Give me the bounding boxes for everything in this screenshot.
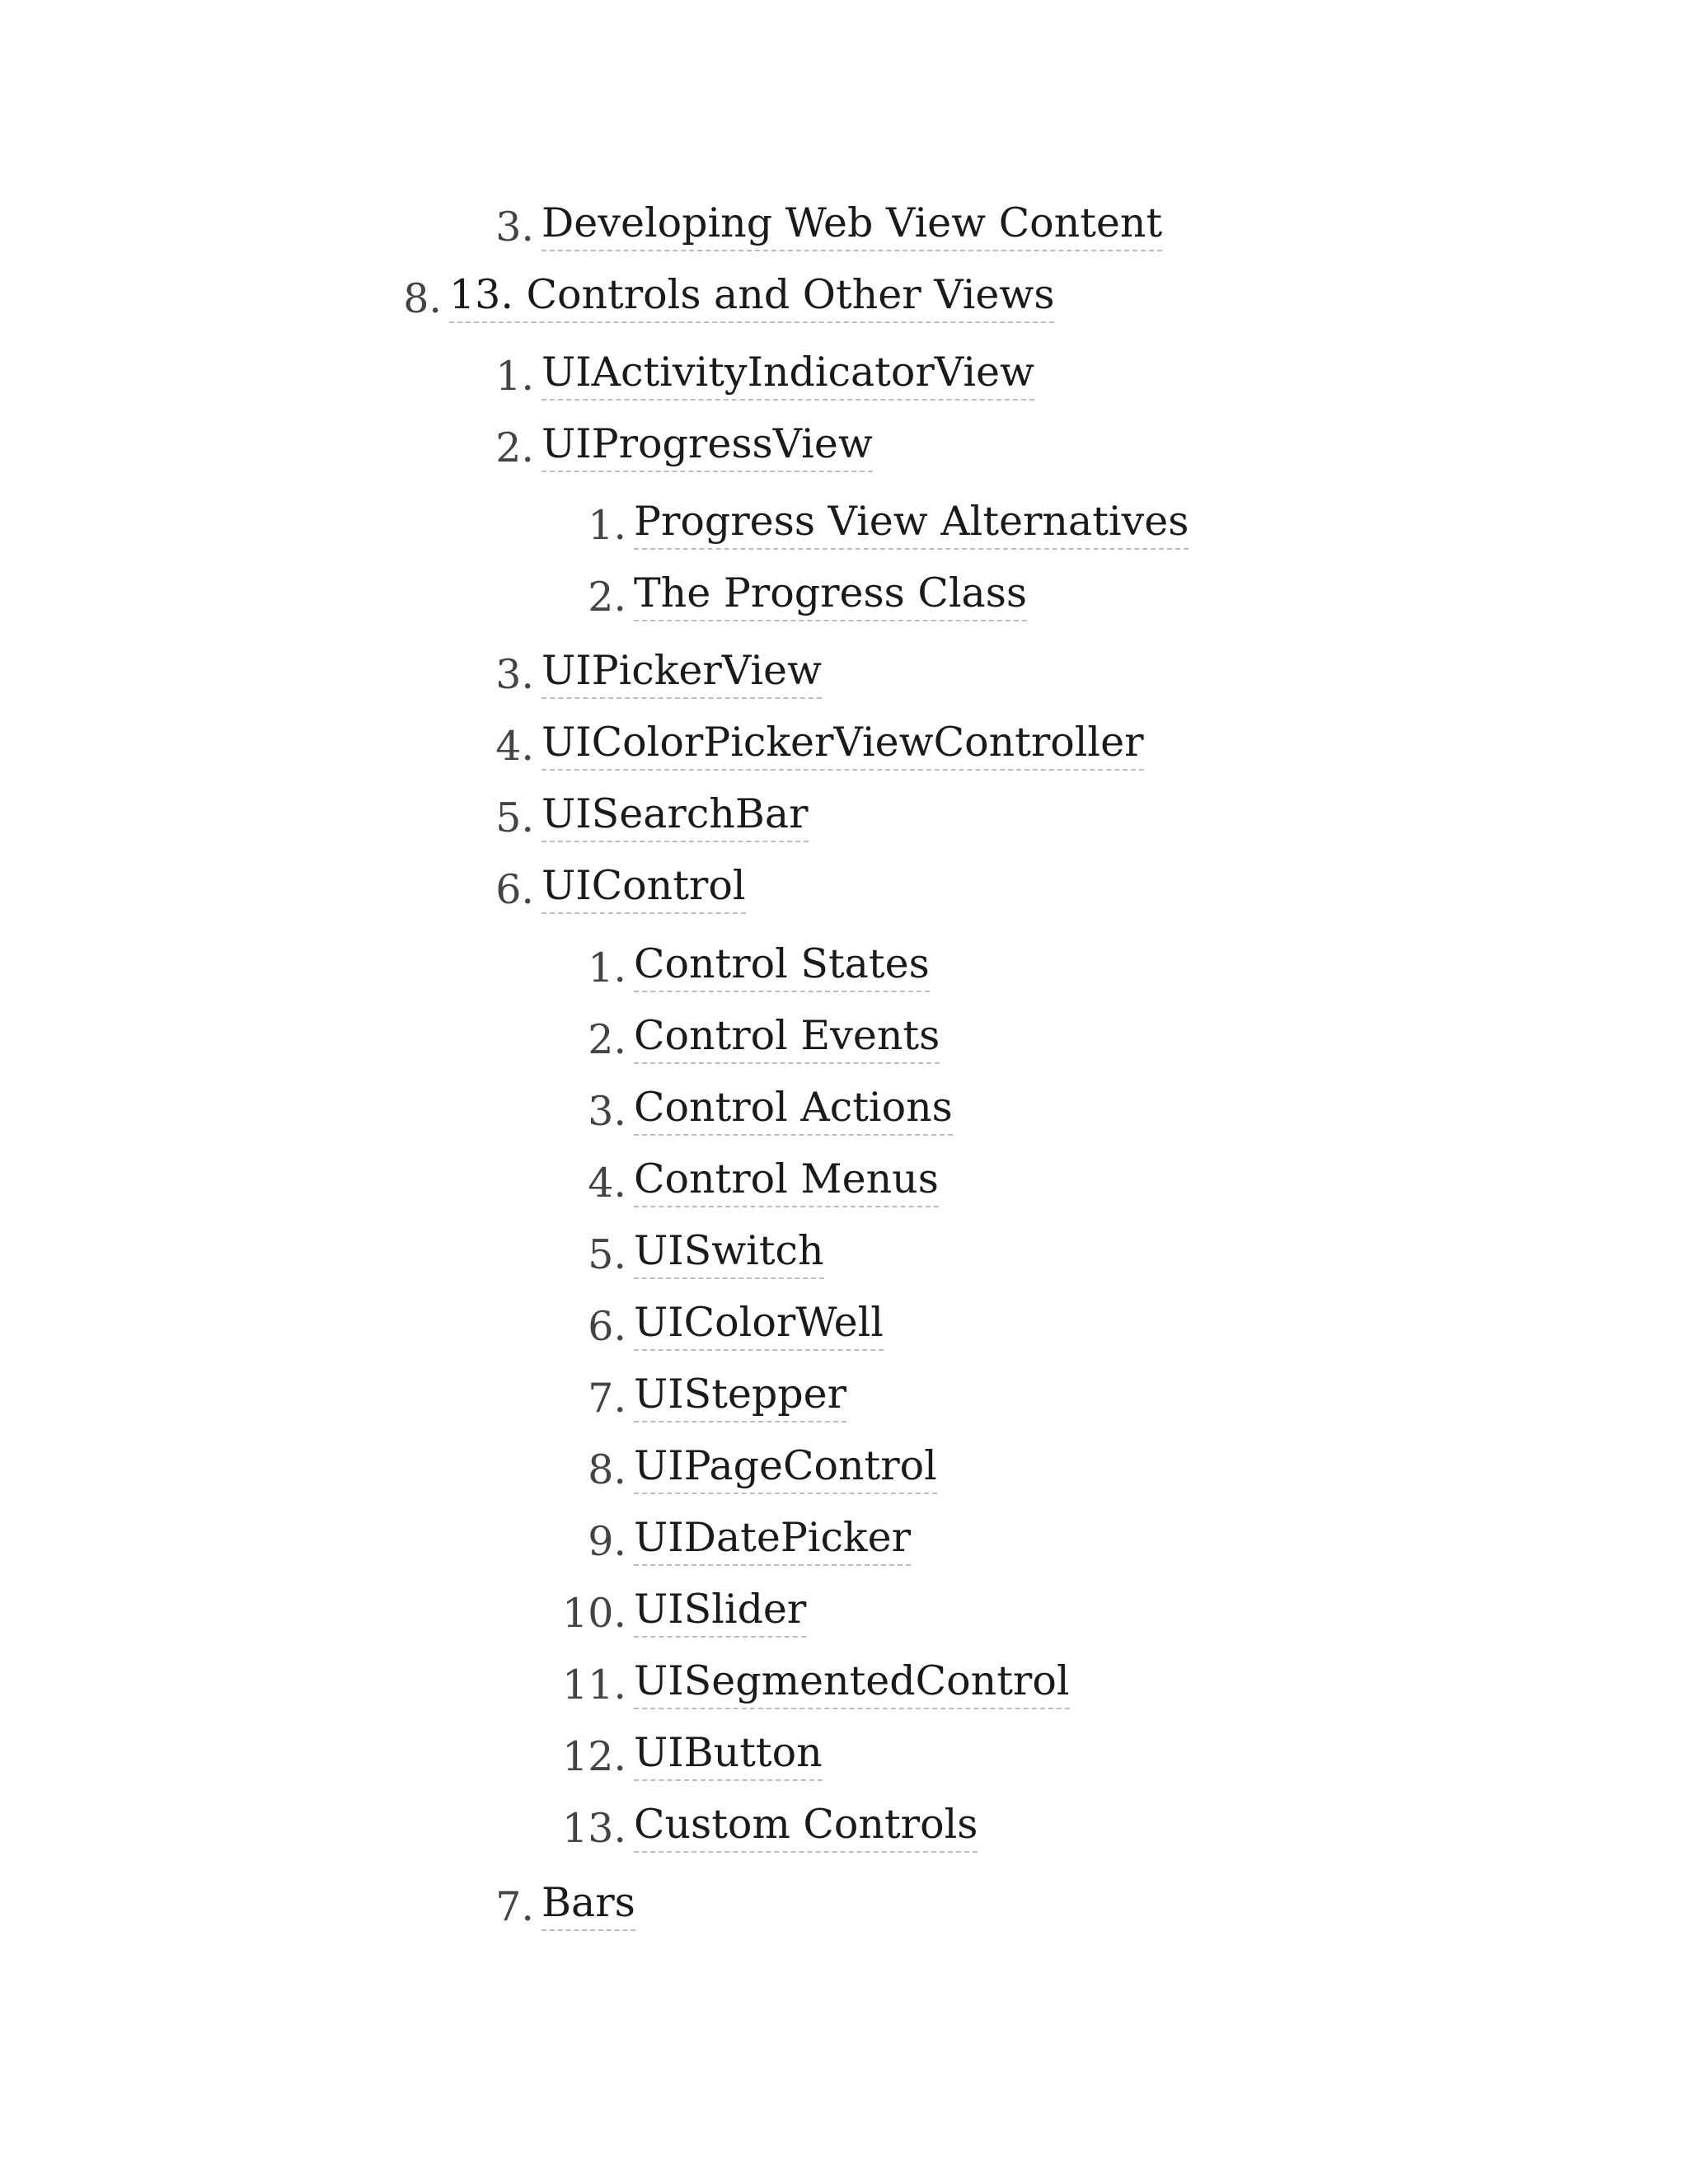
toc-item-number: 1. bbox=[588, 944, 626, 991]
toc-link-bars[interactable]: Bars bbox=[542, 1878, 635, 1931]
toc-item bbox=[0, 1083, 1688, 1141]
toc-item bbox=[0, 1800, 1688, 1858]
toc-item bbox=[0, 1011, 1688, 1069]
toc-link-control-actions[interactable]: Control Actions bbox=[634, 1083, 953, 1136]
toc-link-control-events[interactable]: Control Events bbox=[634, 1011, 940, 1064]
toc-link-uislider[interactable]: UISlider bbox=[634, 1585, 806, 1638]
toc-item-number: 11. bbox=[562, 1661, 626, 1708]
toc-item bbox=[0, 569, 1688, 626]
toc-link-uipickerview[interactable]: UIPickerView bbox=[542, 646, 822, 699]
toc-link-uidatepicker[interactable]: UIDatePicker bbox=[634, 1513, 911, 1566]
toc-item bbox=[0, 1155, 1688, 1212]
toc-item-number: 2. bbox=[588, 574, 626, 621]
toc-link-uiactivityindicatorview[interactable]: UIActivityIndicatorView bbox=[542, 348, 1034, 401]
toc-item-number: 9. bbox=[588, 1518, 626, 1565]
toc-item-number: 3. bbox=[495, 204, 534, 251]
toc-item-number: 12. bbox=[562, 1733, 626, 1780]
toc-link-uicolorpickerviewcontroller[interactable]: UIColorPickerViewController bbox=[542, 718, 1144, 771]
toc-item bbox=[0, 718, 1688, 776]
toc-link-developing-web-view-content[interactable]: Developing Web View Content bbox=[542, 199, 1162, 251]
toc-item bbox=[0, 1657, 1688, 1714]
toc-item-number: 1. bbox=[495, 353, 534, 400]
toc-item bbox=[0, 1298, 1688, 1356]
toc-item bbox=[0, 646, 1688, 704]
toc-item-number: 10. bbox=[562, 1590, 626, 1637]
toc-item-number: 8. bbox=[403, 275, 442, 322]
toc-item bbox=[0, 1585, 1688, 1643]
toc-link-the-progress-class[interactable]: The Progress Class bbox=[634, 569, 1027, 621]
toc-item bbox=[0, 790, 1688, 847]
toc-item bbox=[0, 1226, 1688, 1284]
toc-link-progress-view-alternatives[interactable]: Progress View Alternatives bbox=[634, 497, 1189, 550]
toc-link-uibutton[interactable]: UIButton bbox=[634, 1728, 823, 1781]
toc-item-number: 7. bbox=[588, 1375, 626, 1422]
toc-item-number: 2. bbox=[495, 424, 534, 471]
toc-item bbox=[0, 1370, 1688, 1427]
toc-link-uistepper[interactable]: UIStepper bbox=[634, 1370, 846, 1422]
toc-item bbox=[0, 1728, 1688, 1786]
toc-item-number: 3. bbox=[588, 1088, 626, 1135]
toc-item bbox=[0, 861, 1688, 919]
toc-item-number: 6. bbox=[588, 1303, 626, 1350]
toc-item-number: 8. bbox=[588, 1446, 626, 1493]
toc-item-number: 1. bbox=[588, 502, 626, 549]
toc-item-number: 5. bbox=[495, 794, 534, 841]
toc-item bbox=[0, 270, 1688, 328]
toc-item bbox=[0, 419, 1688, 477]
toc-item bbox=[0, 348, 1688, 405]
toc-link-custom-controls[interactable]: Custom Controls bbox=[634, 1800, 978, 1853]
toc-link-uicontrol[interactable]: UIControl bbox=[542, 861, 746, 914]
toc-link-uiprogressview[interactable]: UIProgressView bbox=[542, 419, 873, 472]
toc-item-number: 2. bbox=[588, 1016, 626, 1063]
toc-item bbox=[0, 1513, 1688, 1571]
toc-item-number: 5. bbox=[588, 1231, 626, 1278]
toc-item bbox=[0, 199, 1688, 256]
toc-link-control-menus[interactable]: Control Menus bbox=[634, 1155, 939, 1207]
toc-item-number: 4. bbox=[588, 1160, 626, 1207]
toc-item bbox=[0, 497, 1688, 555]
toc-link-uisegmentedcontrol[interactable]: UISegmentedControl bbox=[634, 1657, 1070, 1709]
toc-item-number: 6. bbox=[495, 866, 534, 913]
toc-link-uisearchbar[interactable]: UISearchBar bbox=[542, 790, 809, 842]
toc-item bbox=[0, 1441, 1688, 1499]
toc-link-control-states[interactable]: Control States bbox=[634, 940, 930, 992]
toc-item-number: 4. bbox=[495, 723, 534, 770]
toc-item-number: 13. bbox=[562, 1805, 626, 1852]
toc-item bbox=[0, 1878, 1688, 1936]
toc-link-uipagecontrol[interactable]: UIPageControl bbox=[634, 1441, 937, 1494]
toc-item-number: 7. bbox=[495, 1883, 534, 1930]
toc-link-uiswitch[interactable]: UISwitch bbox=[634, 1226, 824, 1279]
toc-item-number: 3. bbox=[495, 651, 534, 698]
toc-link-uicolorwell[interactable]: UIColorWell bbox=[634, 1298, 884, 1351]
toc-link-controls-and-other-views[interactable]: 13. Controls and Other Views bbox=[449, 270, 1054, 323]
toc-item bbox=[0, 940, 1688, 997]
